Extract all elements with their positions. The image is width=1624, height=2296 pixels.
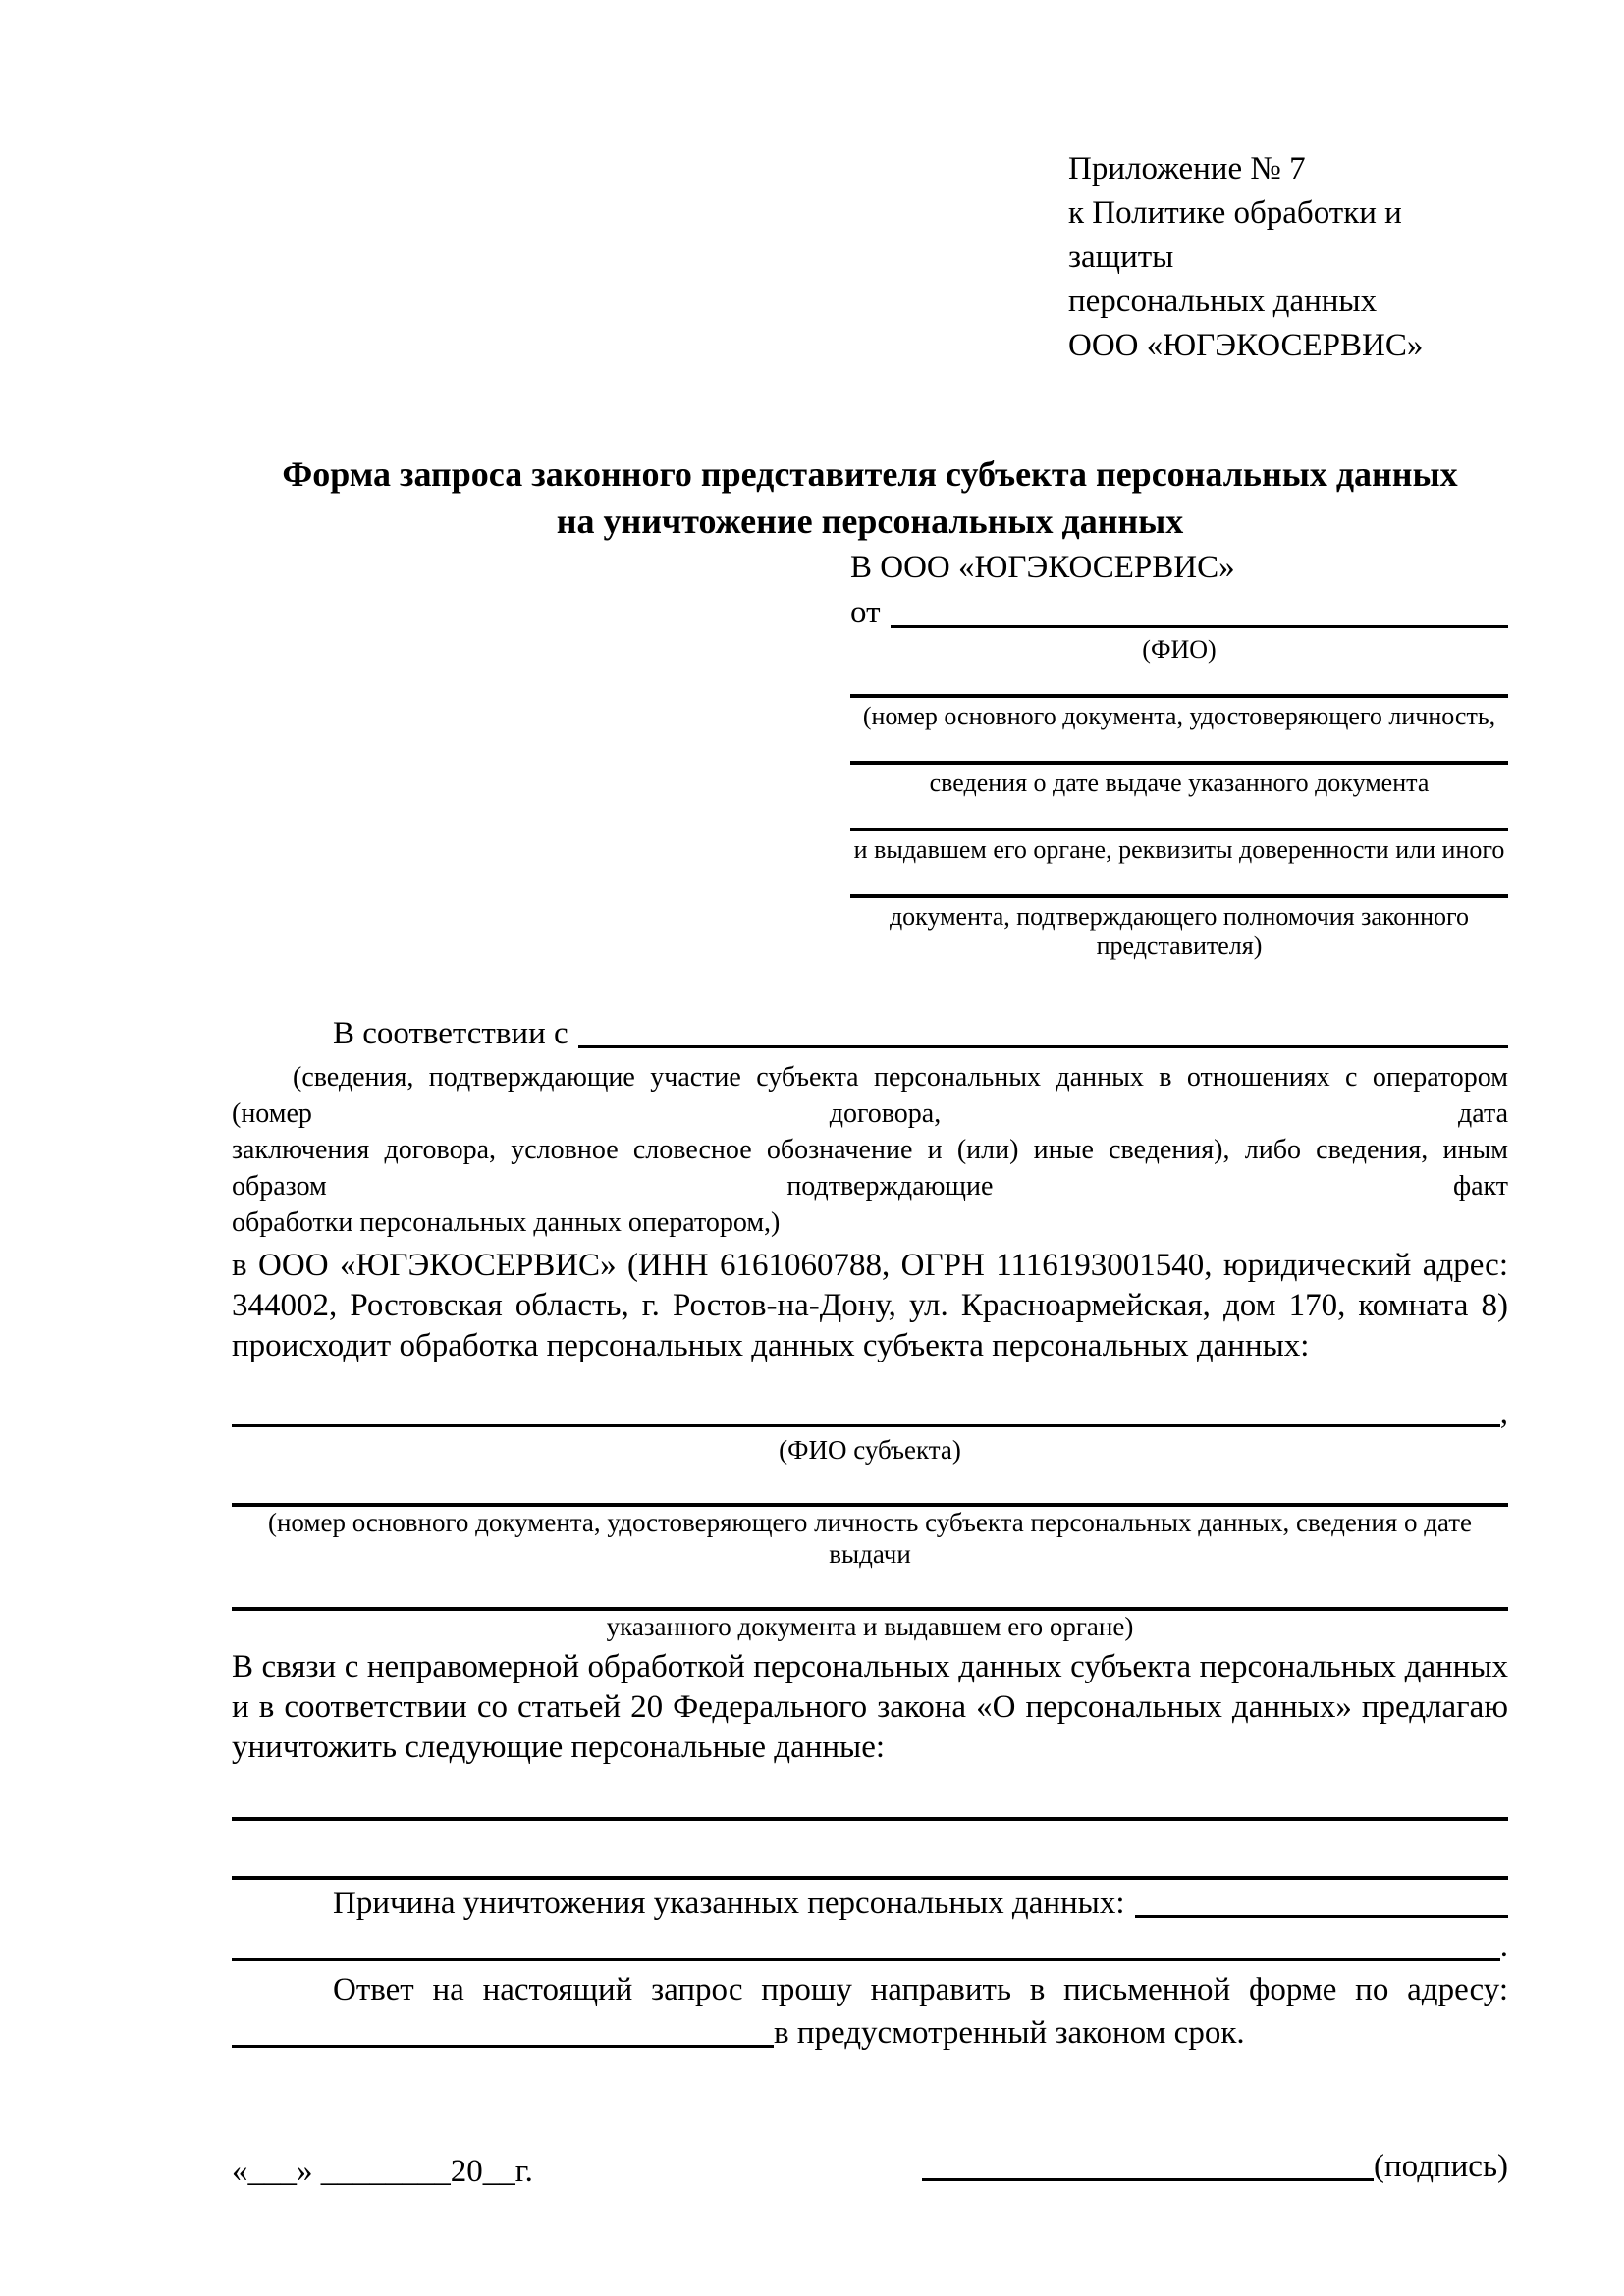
operator-paragraph [232,1246,1508,1366]
trailing-period: . [1499,1929,1508,1964]
blank-line-row [232,1394,1508,1434]
representative-doc-field [850,894,1508,961]
data-to-destroy-blank-line [232,1817,1508,1821]
subject-doc-caption: (номер основного документа, удостоверяющего личность субъекта персональных данных, сведения о дате выдачи [267,1508,1473,1569]
signature-caption: (подпись) [1374,2149,1508,2184]
representative-doc-field [850,694,1508,731]
accordance-label: В соответствии с [333,1016,568,1051]
note-line: (сведения, подтверждающие участие субъекта персональных данных в отношениях с оператором (номер договора, дата [232,1062,1508,1129]
paragraph-line: В связи с неправомерной обработкой персональных данных субъекта персональных данных [232,1649,1508,1684]
representative-doc-field [850,828,1508,865]
blank-line [850,694,1508,698]
form-title [232,451,1508,545]
signature-area [922,2145,1508,2188]
appendix-block [1068,147,1508,368]
from-line [850,590,1508,635]
from-blank-line [891,625,1509,628]
fio-caption: (ФИО) [1142,635,1217,664]
appendix-line: к Политике обработки и защиты [1068,195,1402,275]
line-caption: сведения о дате выдаче указанного документа [929,769,1430,797]
blank-line [232,1424,1500,1427]
answer-tail-text: в предусмотренный законом срок. [774,2015,1245,2051]
paragraph-line: в ООО «ЮГЭКОСЕРВИС» (ИНН 6161060788, ОГРН 1116193001540, юридический адрес: [232,1248,1508,1283]
blank-line [232,1958,1500,1961]
recipient-organization: В ООО «ЮГЭКОСЕРВИС» [850,550,1235,585]
accordance-line [232,1012,1508,1055]
destruction-request-paragraph [232,1647,1508,1768]
subject-fio-field [232,1394,1508,1466]
note-line: обработки персональных данных оператором,) [232,1207,781,1238]
form-title-line-2: на уничтожение персональных данных [556,502,1184,541]
paragraph-line: и в соответствии со статьей 20 Федерального закона «О персональных данных» предлагаю [232,1689,1508,1725]
line-caption: (номер основного документа, удостоверяющего личность, [862,702,1496,730]
form-title-line-1: Форма запроса законного представителя субъекта персональных данных [282,454,1458,494]
blank-line [850,894,1508,898]
appendix-line: Приложение № 7 [1068,151,1306,187]
footer-row [232,2145,1508,2193]
subject-doc-caption: указанного документа и выдавшем его органе) [606,1612,1134,1641]
reason-continuation-row [232,1925,1508,1968]
signature-blank-line [922,2178,1374,2181]
subject-doc-field [232,1503,1508,1570]
recipient-block [850,545,1508,961]
reason-blank-line [1135,1915,1508,1918]
appendix-line: ООО «ЮГЭКОСЕРВИС» [1068,328,1424,363]
accordance-blank-line [578,1045,1508,1048]
from-label: от [850,595,881,630]
blank-line [850,761,1508,765]
subject-fio-caption: (ФИО субъекта) [779,1435,961,1465]
paragraph-line: 344002, Ростовская область, г. Ростов-на-Дону, ул. Красноармейская, дом 170, комната 8) [232,1288,1508,1323]
representative-doc-field [850,761,1508,798]
note-line: заключения договора, условное словесное обозначение и (или) иные сведения), либо сведения, иным образом подтверждающие факт [232,1135,1508,1201]
address-blank-line [232,2045,774,2048]
line-caption: документа, подтверждающего полномочия законного представителя) [889,902,1470,960]
appendix-line: персональных данных [1068,284,1378,319]
paragraph-line: уничтожить следующие персональные данные: [232,1730,886,1765]
blank-line [850,828,1508,831]
answer-address-row [232,2011,1508,2055]
date-stub: «___» ________20__г. [232,2154,533,2189]
reason-line [232,1882,1508,1925]
paragraph-line: происходит обработка персональных данных субъекта персональных данных: [232,1328,1310,1363]
trailing-comma: , [1499,1396,1508,1431]
data-to-destroy-blank-line [232,1876,1508,1880]
answer-request-sentence: Ответ на настоящий запрос прошу направить в письменной форме по адресу: [333,1972,1508,2007]
line-caption: и выдавшем его органе, реквизиты доверенности или иного [853,835,1505,864]
subject-doc-field [232,1607,1508,1642]
reason-label: Причина уничтожения указанных персональных данных: [333,1886,1125,1921]
accordance-note [232,1059,1508,1241]
